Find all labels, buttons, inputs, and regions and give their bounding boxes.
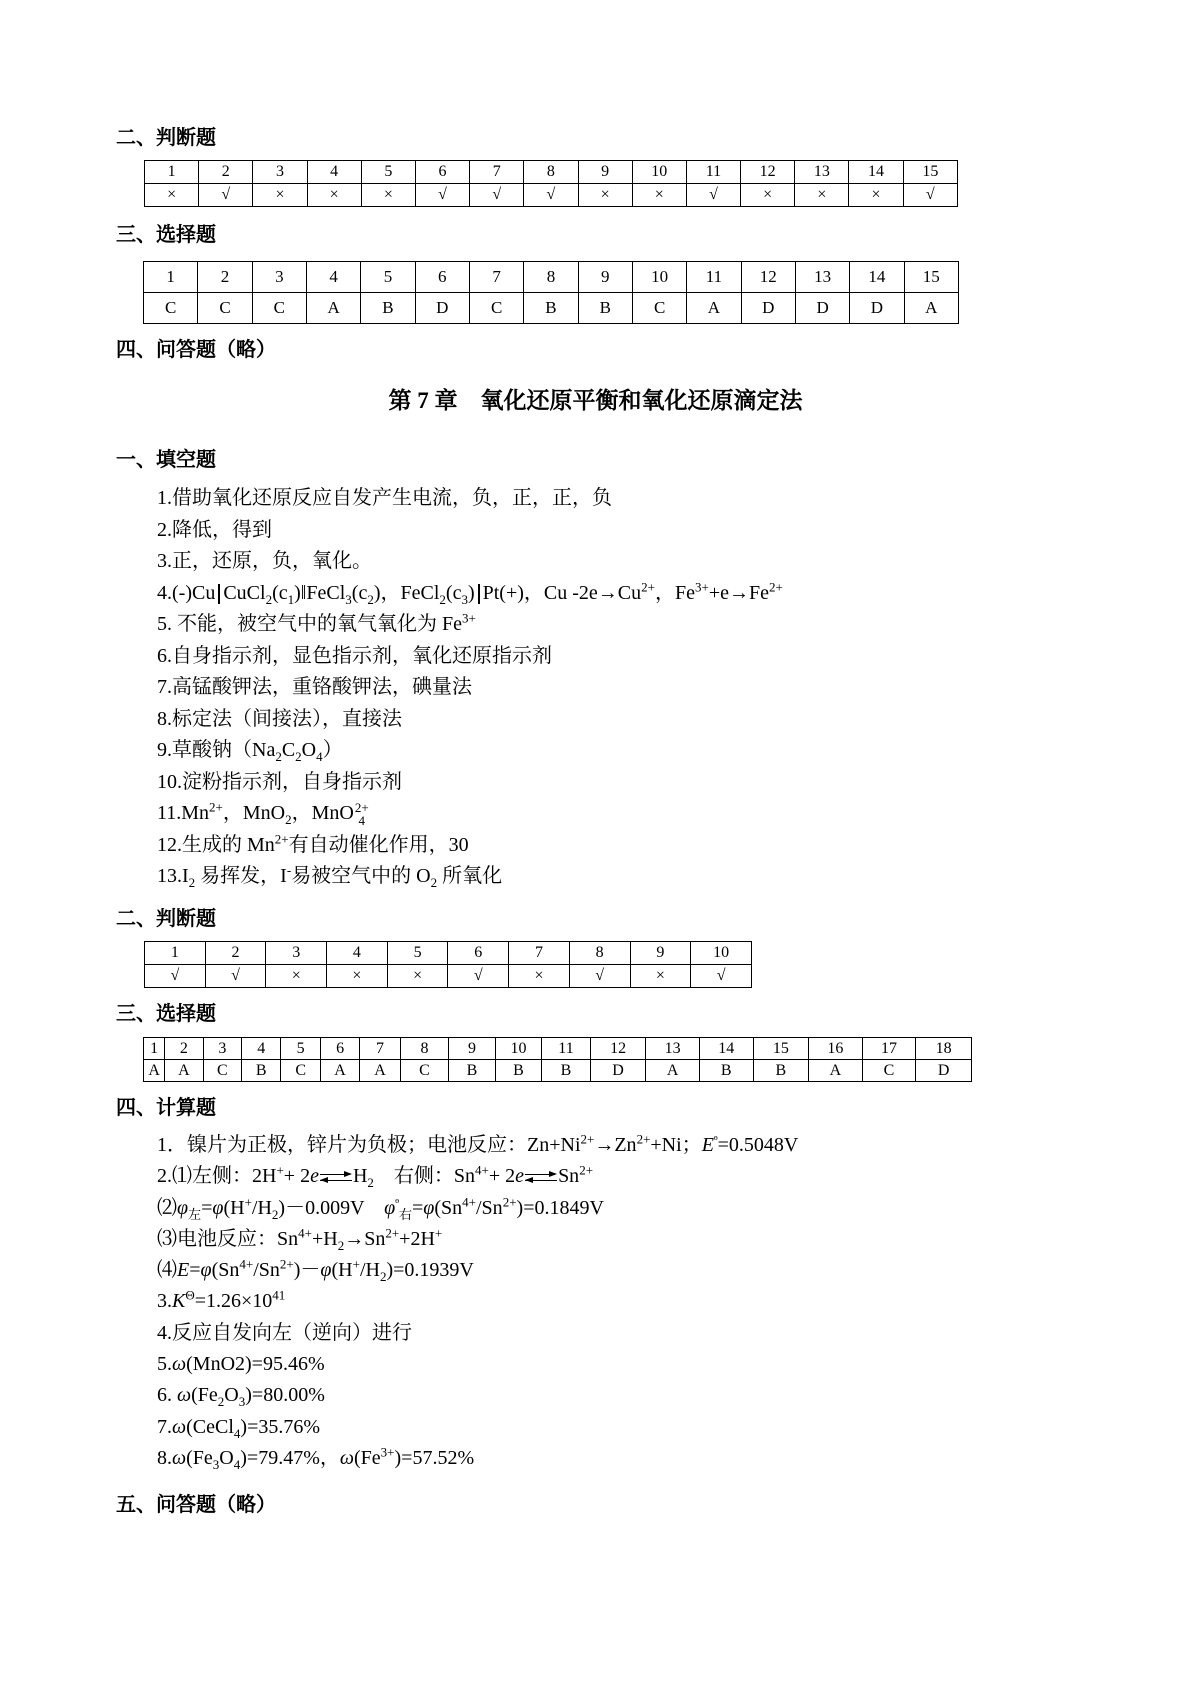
question-number-cell: 2 [199,161,253,184]
answer-cell: × [632,184,686,207]
answer-cell: B [578,293,632,324]
question-number-cell: 1 [144,262,198,293]
fill-item-7: 7.高锰酸钾法，重铬酸钾法，碘量法 [157,676,472,698]
section-heading-judge-prev: 二、判断题 [116,127,216,149]
answer-cell: D [850,293,904,324]
answer-cell: √ [199,184,253,207]
question-number-cell: 9 [578,262,632,293]
answer-cell: × [509,965,570,988]
question-number-cell: 3 [266,942,327,965]
question-number-cell: 15 [753,1038,809,1060]
question-number-cell: 11 [542,1038,591,1060]
answer-cell: D [415,293,469,324]
fill-item-8: 8.标定法（间接法），直接法 [157,707,402,730]
question-number-cell: 2 [205,942,266,965]
fill-item-3: 3.正，还原，负，氧化。 [157,550,372,572]
section-heading-judge: 二、判断题 [116,908,216,930]
question-number-cell: 11 [687,262,741,293]
question-number-cell: 6 [415,161,469,184]
answer-cell: C [400,1060,449,1082]
question-number-cell: 7 [509,942,570,965]
question-number-cell: 5 [281,1038,320,1060]
question-number-cell: 16 [809,1038,863,1060]
answer-cell: B [524,293,578,324]
calc-item-2: 2.⑴左侧：2H++ 2e $H_2$ 右侧：$Sn^{4+}+ 2e$ $Sn^{2+}$ [157,1162,594,1191]
section-heading-choice: 三、选择题 [116,1003,216,1025]
section-heading-choice-prev: 三、选择题 [116,224,216,246]
table-row [144,293,959,324]
question-number-cell: 14 [699,1038,753,1060]
question-number-cell: 17 [862,1038,916,1060]
judge-table-prev [144,160,958,207]
answer-cell: A [809,1060,863,1082]
question-number-cell: 9 [449,1038,496,1060]
question-number-cell: 10 [691,942,752,965]
answer-cell: D [795,293,849,324]
answer-cell: A [144,1060,165,1082]
section-heading-qa: 五、问答题（略） [116,1494,276,1516]
answer-cell: √ [415,184,469,207]
table-row [144,1038,972,1060]
answer-cell: √ [145,965,206,988]
table-row [145,184,958,207]
answer-cell: C [632,293,686,324]
answer-cell: √ [691,965,752,988]
calc-item-7: 4.反应自发向左（逆向）进行 [157,1321,412,1344]
equilibrium-arrow-icon [525,1171,557,1185]
phase-boundary-icon [478,584,480,604]
answer-cell: √ [903,184,957,207]
answer-cell: × [741,184,795,207]
fill-item-5: 5. 不能，被空气中的氧气氧化为 $Fe^{3+}$ [157,610,476,635]
answer-cell: B [753,1060,809,1082]
answer-cell: A [687,293,741,324]
calc-item-1: 1．镍片为正极，锌片为负极；电池反应：$Zn+Ni^{2+}\to Zn^{2+}+Ni$；$E^ᶱ=0.5048V$ [157,1131,799,1156]
question-number-cell: 6 [320,1038,359,1060]
question-number-cell: 6 [448,942,509,965]
question-number-cell: 8 [569,942,630,965]
question-number-cell: 4 [306,262,360,293]
ion-charge-fraction: 2+ 4 [354,800,369,829]
answer-cell: √ [470,184,524,207]
equilibrium-arrow-icon [320,1171,352,1185]
question-number-cell: 10 [495,1038,542,1060]
table-row [145,942,752,965]
question-number-cell: 15 [904,262,958,293]
question-number-cell: 5 [361,161,415,184]
question-number-cell: 4 [307,161,361,184]
calc-item-5: $⑷E=\varphi(Sn^{4+}/Sn^{2+})-\varphi(H^+/H_2)=0.1939V$ [157,1256,474,1285]
answer-cell: × [795,184,849,207]
question-number-cell: 9 [578,161,632,184]
table-row [145,161,958,184]
answer-cell: B [495,1060,542,1082]
answer-cell: C [203,1060,241,1082]
question-number-cell: 1 [145,942,206,965]
table-row [145,965,752,988]
question-number-cell: 10 [632,161,686,184]
choice-table [143,1037,972,1082]
judge-table [144,941,752,988]
answer-cell: √ [686,184,740,207]
answer-cell: C [469,293,523,324]
question-number-cell: 9 [630,942,691,965]
fill-item-11: $11.Mn^{2+}$，MnO$_2$，MnO 2+ 4 [157,799,369,829]
question-number-cell: 15 [903,161,957,184]
question-number-cell: 8 [400,1038,449,1060]
question-number-cell: 18 [916,1038,972,1060]
answer-cell: √ [569,965,630,988]
section-heading-calc: 四、计算题 [116,1097,216,1119]
table-row [144,262,959,293]
question-number-cell: 4 [327,942,388,965]
answer-cell: × [849,184,903,207]
fill-item-12: 12.生成的 $Mn^{2+}$有自动催化作用，30 [157,830,469,856]
question-number-cell: 7 [360,1038,400,1060]
answer-cell: B [361,293,415,324]
question-number-cell: 14 [850,262,904,293]
answer-cell: C [862,1060,916,1082]
table-row [144,1060,972,1082]
question-number-cell: 2 [198,262,252,293]
question-number-cell: 8 [524,262,578,293]
question-number-cell: 5 [361,262,415,293]
answer-cell: C [198,293,252,324]
answer-cell: A [320,1060,359,1082]
answer-cell: × [145,184,199,207]
answer-cell: × [361,184,415,207]
chapter-title: 第 7 章 氧化还原平衡和氧化还原滴定法 [388,388,803,413]
answer-cell: × [387,965,448,988]
calc-list [157,1130,798,1474]
calc-item-3: $⑵\varphi_左=\varphi(H^+/H_2)-0.009V$ $\varphi^ᶱ_右=\varphi(Sn^{4+}/Sn^{2+})=0.1849V$ [157,1193,604,1222]
fill-item-6: 6.自身指示剂，显色指示剂，氧化还原指示剂 [157,644,552,667]
calc-item-10: 7.ω(CeCl$_4$)=35.76% [157,1415,321,1441]
question-number-cell: 8 [524,161,578,184]
answer-cell: D [916,1060,972,1082]
calc-item-8: 5.ω(MnO2)=95.46% [157,1353,325,1376]
calc-item-6: $3.K^\Theta=1.26\times 10^{41}$ [157,1287,286,1313]
question-number-cell: 7 [469,262,523,293]
answer-cell: B [542,1060,591,1082]
question-number-cell: 3 [203,1038,241,1060]
question-number-cell: 13 [795,262,849,293]
question-number-cell: 12 [741,161,795,184]
answer-cell: C [144,293,198,324]
answer-cell: A [360,1060,400,1082]
question-number-cell: 14 [849,161,903,184]
question-number-cell: 10 [632,262,686,293]
answer-cell: √ [205,965,266,988]
calc-item-9: 6. $\omega(Fe_2O_3)=80.00\%$ [157,1384,325,1410]
fill-item-1: 1.借助氧化还原反应自发产生电流，负，正，正，负 [157,487,612,509]
answer-cell: × [327,965,388,988]
answer-cell: B [449,1060,496,1082]
answer-cell: × [266,965,327,988]
answer-cell: √ [448,965,509,988]
question-number-cell: 2 [165,1038,203,1060]
fill-item-2: 2.降低，得到 [157,518,272,541]
question-number-cell: 4 [242,1038,281,1060]
question-number-cell: 12 [590,1038,646,1060]
phase-boundary-icon [218,584,220,604]
question-number-cell: 1 [144,1038,165,1060]
question-number-cell: 5 [387,942,448,965]
answer-cell: C [281,1060,320,1082]
answer-cell: × [630,965,691,988]
answer-cell: A [165,1060,203,1082]
question-number-cell: 1 [145,161,199,184]
section-heading-qa-prev: 四、问答题（略） [116,339,276,361]
question-number-cell: 13 [646,1038,700,1060]
question-number-cell: 6 [415,262,469,293]
question-number-cell: 3 [253,161,307,184]
question-number-cell: 11 [686,161,740,184]
answer-cell: D [741,293,795,324]
answer-cell: A [306,293,360,324]
fill-item-13: $13.I_2$ 易挥发，I-易被空气中的 $O_2$ 所氧化 [157,862,503,890]
answer-cell: B [242,1060,281,1082]
answer-cell: √ [524,184,578,207]
answer-cell: D [590,1060,646,1082]
section-heading-fill: 一、填空题 [116,449,216,471]
answer-cell: × [578,184,632,207]
choice-table-prev [143,261,959,324]
fill-item-9: 9.草酸钠$(Na_2C_2O_4)$ [157,739,343,764]
question-number-cell: 13 [795,161,849,184]
answer-cell: × [307,184,361,207]
calc-item-4: ⑶电池反应：$Sn^{4+}+H_2\to Sn^{2+}+2H^+$ [157,1225,443,1253]
question-number-cell: 7 [470,161,524,184]
answer-cell: A [904,293,958,324]
question-number-cell: 12 [741,262,795,293]
answer-cell: × [253,184,307,207]
question-number-cell: 3 [252,262,306,293]
answer-cell: B [699,1060,753,1082]
fill-item-10: 10.淀粉指示剂，自身指示剂 [157,770,402,793]
answer-cell: C [252,293,306,324]
fill-item-4: 4.(-)Cu $CuCl_2(c_1)‖FeCl_3(c_2)$，$FeCl_2(c_3)$ Pt(+)，Cu $-2e\to Cu^{2+}$，$Fe^{3+}+e\to Fe^{2+}$ [157,578,783,607]
answer-cell: A [646,1060,700,1082]
fill-list [157,483,783,893]
calc-item-11: $8.\omega(Fe_3O_4)=79.47\%$，$\omega(Fe^{3+})=57.52\%$ [157,1444,475,1472]
